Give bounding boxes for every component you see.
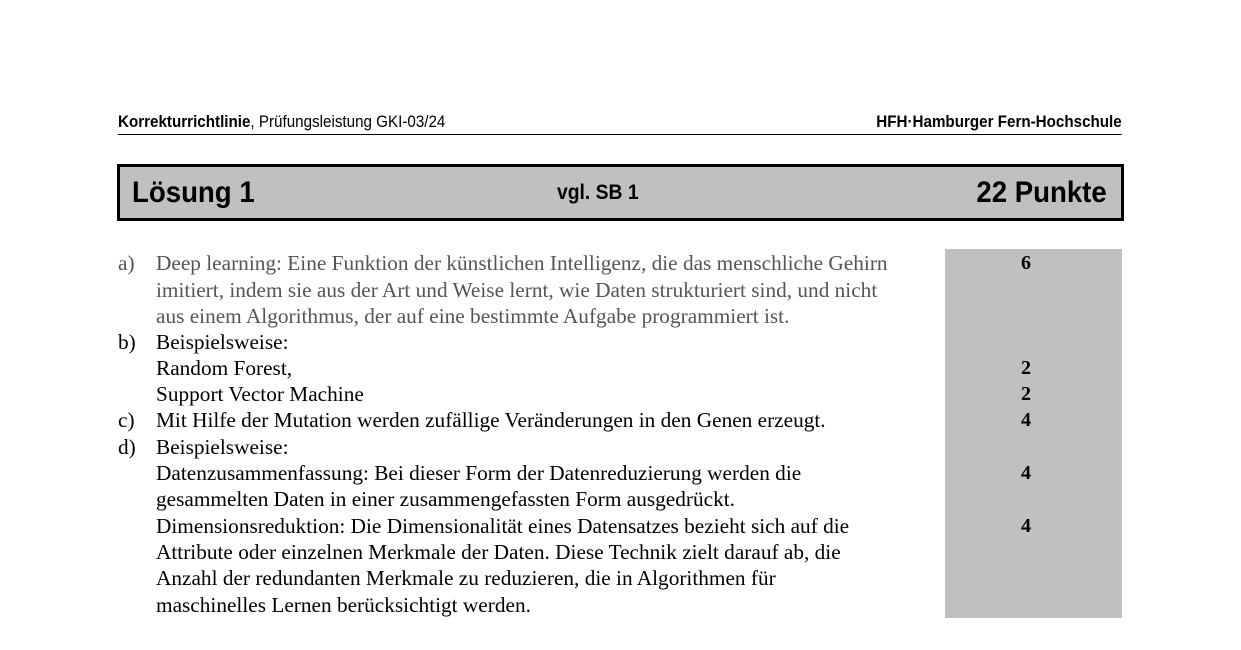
- marker-a: a): [118, 251, 135, 275]
- solution-title-box: [117, 164, 1124, 221]
- total-points: 22 Punkte: [976, 176, 1107, 209]
- points-c: 4: [1021, 409, 1031, 431]
- header-institution: HFH·Hamburger Fern-Hochschule: [876, 113, 1122, 131]
- solution-title: Lösung 1: [132, 176, 255, 209]
- points-d-2: 4: [1021, 515, 1031, 537]
- header-exam-info: , Prüfungsleistung GKI-03/24: [250, 113, 446, 131]
- answer-d-item-2-line-1: Dimensionsreduktion: Die Dimensionalität eines Datensatzes bezieht sich auf die: [156, 514, 850, 538]
- points-column: [945, 249, 1122, 618]
- answer-d-item-2-line-4: maschinelles Lernen berücksichtigt werden.: [156, 593, 531, 617]
- answer-d-item-2-line-2: Attribute oder einzelnen Merkmale der Daten. Diese Technik zielt darauf ab, die: [156, 540, 841, 564]
- page-header: [118, 112, 1122, 135]
- study-reference: vgl. SB 1: [557, 181, 639, 204]
- answer-a-line-3: aus einem Algorithmus, der auf eine bestimmte Aufgabe programmiert ist.: [156, 304, 790, 328]
- points-d-1: 4: [1021, 462, 1031, 484]
- answer-c: Mit Hilfe der Mutation werden zufällige Veränderungen in den Genen erzeugt.: [156, 408, 826, 432]
- answer-d-item-1-line-2: gesammelten Daten in einer zusammengefassten Form ausgedrückt.: [156, 487, 735, 511]
- answer-a-line-2: imitiert, indem sie aus der Art und Weise lernt, wie Daten strukturiert sind, und nicht: [156, 278, 878, 302]
- answer-d-item-1-line-1: Datenzusammenfassung: Bei dieser Form der Datenreduzierung werden die: [156, 461, 802, 485]
- marker-b: b): [118, 330, 136, 354]
- marker-d: d): [118, 435, 136, 459]
- answer-b-intro: Beispielsweise:: [156, 330, 289, 354]
- header-doc-type: Korrekturrichtlinie: [118, 113, 251, 131]
- header-left: [118, 113, 445, 132]
- answer-d-item-2-line-3: Anzahl der redundanten Merkmale zu reduzieren, die in Algorithmen für: [156, 566, 776, 590]
- answer-b-item-2: Support Vector Machine: [156, 382, 364, 406]
- answer-a-line-1: Deep learning: Eine Funktion der künstlichen Intelligenz, die das menschliche Gehirn: [156, 251, 888, 275]
- answer-b-item-1: Random Forest,: [156, 356, 293, 380]
- marker-c: c): [118, 408, 135, 432]
- points-b-2: 2: [1021, 383, 1031, 405]
- answer-d-intro: Beispielsweise:: [156, 435, 289, 459]
- points-a: 6: [1021, 252, 1031, 274]
- points-b-1: 2: [1021, 357, 1031, 379]
